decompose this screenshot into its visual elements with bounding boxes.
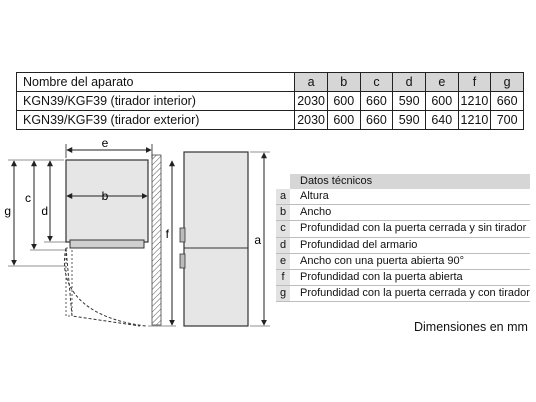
label-f: f	[165, 227, 169, 241]
handle-upper	[180, 228, 185, 242]
label-a: a	[254, 233, 261, 247]
label-c: c	[25, 191, 31, 205]
header-col-d: d	[393, 73, 426, 92]
cell-d: 590	[393, 92, 426, 111]
legend-key: b	[276, 205, 290, 220]
label-d: d	[41, 204, 48, 218]
top-view	[4, 136, 176, 326]
header-col-e: e	[425, 73, 458, 92]
door-swing-arc	[64, 248, 146, 326]
label-b: b	[101, 189, 109, 203]
cell-e: 600	[425, 92, 458, 111]
fridge-dimension-drawing	[0, 135, 275, 335]
cell-b: 600	[327, 111, 360, 130]
cell-g: 660	[491, 92, 524, 111]
legend-text: Ancho con una puerta abierta 90°	[300, 254, 465, 267]
table-header-row	[17, 73, 524, 92]
side-view	[180, 152, 270, 326]
label-g: g	[4, 204, 11, 218]
cell-f: 1210	[458, 111, 491, 130]
technical-data-legend	[276, 174, 530, 302]
cell-e: 640	[425, 111, 458, 130]
legend-item	[276, 205, 530, 221]
table-row	[17, 92, 524, 111]
legend-text: Profundidad del armario	[300, 238, 418, 251]
cell-b: 600	[327, 92, 360, 111]
legend-key: a	[276, 189, 290, 204]
legend-title: Datos técnicos	[290, 174, 530, 189]
header-col-f: f	[458, 73, 491, 92]
cell-d: 590	[393, 111, 426, 130]
table-row	[17, 111, 524, 130]
legend-item	[276, 238, 530, 254]
legend-key: e	[276, 254, 290, 269]
cell-c: 660	[360, 92, 393, 111]
wall-hatch	[152, 155, 161, 325]
header-col-a: a	[295, 73, 328, 92]
legend-item	[276, 254, 530, 270]
header-col-b: b	[327, 73, 360, 92]
legend-text: Profundidad con la puerta cerrada y sin tirador	[300, 222, 527, 235]
cell-a: 2030	[295, 111, 328, 130]
legend-item	[276, 286, 530, 302]
legend-key: g	[276, 286, 290, 301]
label-e: e	[101, 136, 109, 150]
legend-item	[276, 270, 530, 286]
legend-key: f	[276, 270, 290, 285]
cell-f: 1210	[458, 92, 491, 111]
legend-text: Profundidad con la puerta cerrada y con tirador	[300, 287, 530, 300]
legend-key: d	[276, 238, 290, 253]
handle-lower	[180, 254, 185, 268]
units-note: Dimensiones en mm	[414, 320, 528, 334]
row-name: KGN39/KGF39 (tirador exterior)	[17, 111, 295, 130]
legend-item	[276, 221, 530, 237]
fridge-body-side	[184, 152, 248, 326]
legend-key: c	[276, 221, 290, 236]
legend-text: Ancho	[300, 206, 332, 219]
legend-text: Profundidad con la puerta abierta	[300, 270, 463, 283]
header-col-g: g	[491, 73, 524, 92]
legend-text: Altura	[300, 190, 329, 202]
cell-g: 700	[491, 111, 524, 130]
legend-item	[276, 189, 530, 205]
header-device-name: Nombre del aparato	[17, 73, 295, 92]
cell-a: 2030	[295, 92, 328, 111]
cell-c: 660	[360, 111, 393, 130]
header-col-c: c	[360, 73, 393, 92]
row-name: KGN39/KGF39 (tirador interior)	[17, 92, 295, 111]
dimensions-table	[16, 72, 524, 130]
